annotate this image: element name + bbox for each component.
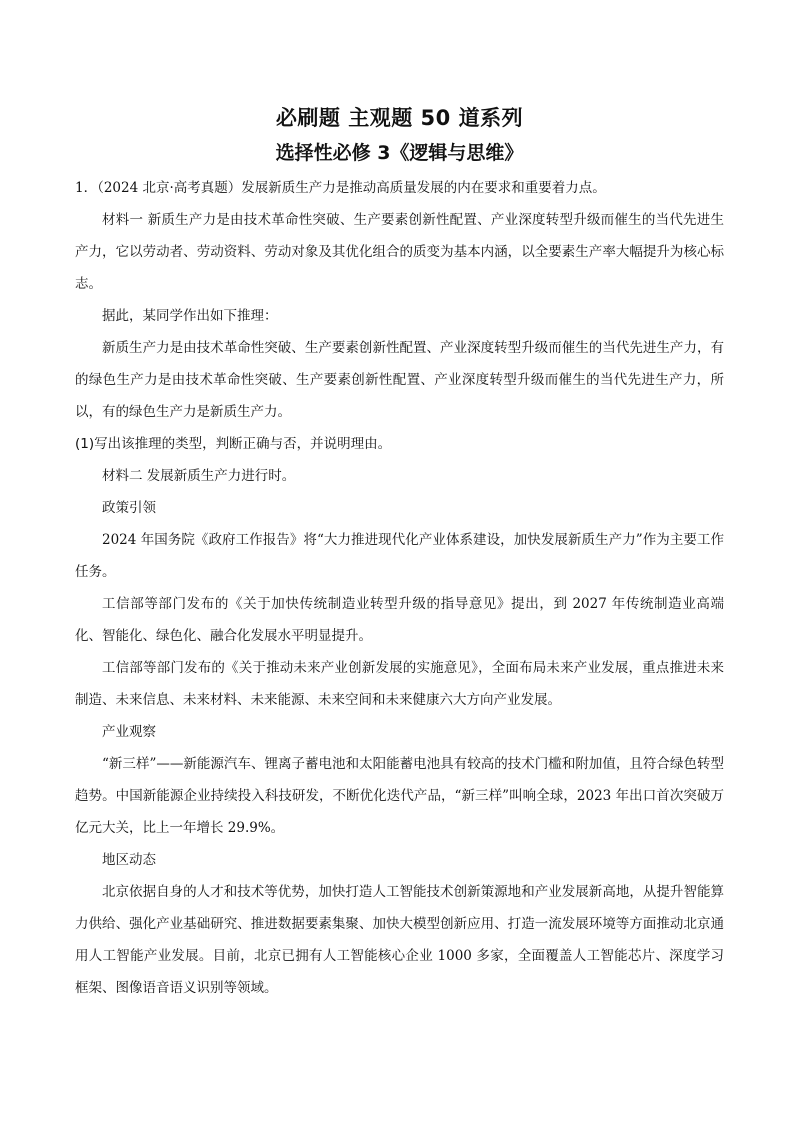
section-region: 地区动态 [102, 852, 156, 868]
policy-paragraph-3: 工信部等部门发布的《关于推动未来产业创新发展的实施意见》，全面布局未来产业发展，重点推进未来制造、未来信息、未来材料、未来能源、未来空间和未来健康六大方向产业发展。 [75, 660, 724, 708]
material-two: 材料二 发展新质生产力进行时。 [102, 468, 296, 484]
inference-lead: 据此，某同学作出如下推理： [102, 308, 278, 324]
policy-paragraph-1: 2024 年国务院《政府工作报告》将“大力推进现代化产业体系建设，加快发展新质生产力”作为主要工作任务。 [75, 532, 724, 580]
inference-text: 新质生产力是由技术革命性突破、生产要素创新性配置、产业深度转型升级而催生的当代先进生产力，有的绿色生产力是由技术革命性突破、生产要素创新性配置、产业深度转型升级而催生的当代先进生产力，所以，有的绿色生产力是新质生产力。 [75, 340, 724, 420]
industry-paragraph-1: “新三样”——新能源汽车、锂离子蓄电池和太阳能蓄电池具有较高的技术门槛和附加值，且符合绿色转型趋势。中国新能源企业持续投入科技研发，不断优化迭代产品，“新三样”叫响全球，2023 年出口首次突破万亿元大关，比上一年增长 29.9%。 [75, 756, 724, 836]
material-one: 材料一 新质生产力是由技术革命性突破、生产要素创新性配置、产业深度转型升级而催生的当代先进生产力，它以劳动者、劳动资料、劳动对象及其优化组合的质变为基本内涵，以全要素生产率大幅提升为核心标志。 [75, 212, 724, 292]
page-subtitle: 选择性必修 3《逻辑与思维》 [275, 142, 524, 164]
section-policy: 政策引领 [102, 500, 156, 516]
question-intro: 1．（2024 北京·高考真题）发展新质生产力是推动高质量发展的内在要求和重要着力点。 [75, 180, 606, 196]
policy-paragraph-2: 工信部等部门发布的《关于加快传统制造业转型升级的指导意见》提出，到 2027 年传统制造业高端化、智能化、绿色化、融合化发展水平明显提升。 [75, 596, 724, 644]
sub-question-1: (1)写出该推理的类型，判断正确与否，并说明理由。 [75, 436, 392, 452]
page-title: 必刷题 主观题 50 道系列 [275, 106, 524, 130]
region-paragraph-1: 北京依据自身的人才和技术等优势，加快打造人工智能技术创新策源地和产业发展新高地，从提升智能算力供给、强化产业基础研究、推进数据要素集聚、加快大模型创新应用、打造一流发展环境等方面推动北京通用人工智能产业发展。目前，北京已拥有人工智能核心企业 1000 多家，全面覆盖人工智能芯片、深度学习框架、图像语音语义识别等领域。 [75, 884, 724, 996]
section-industry: 产业观察 [102, 724, 156, 740]
